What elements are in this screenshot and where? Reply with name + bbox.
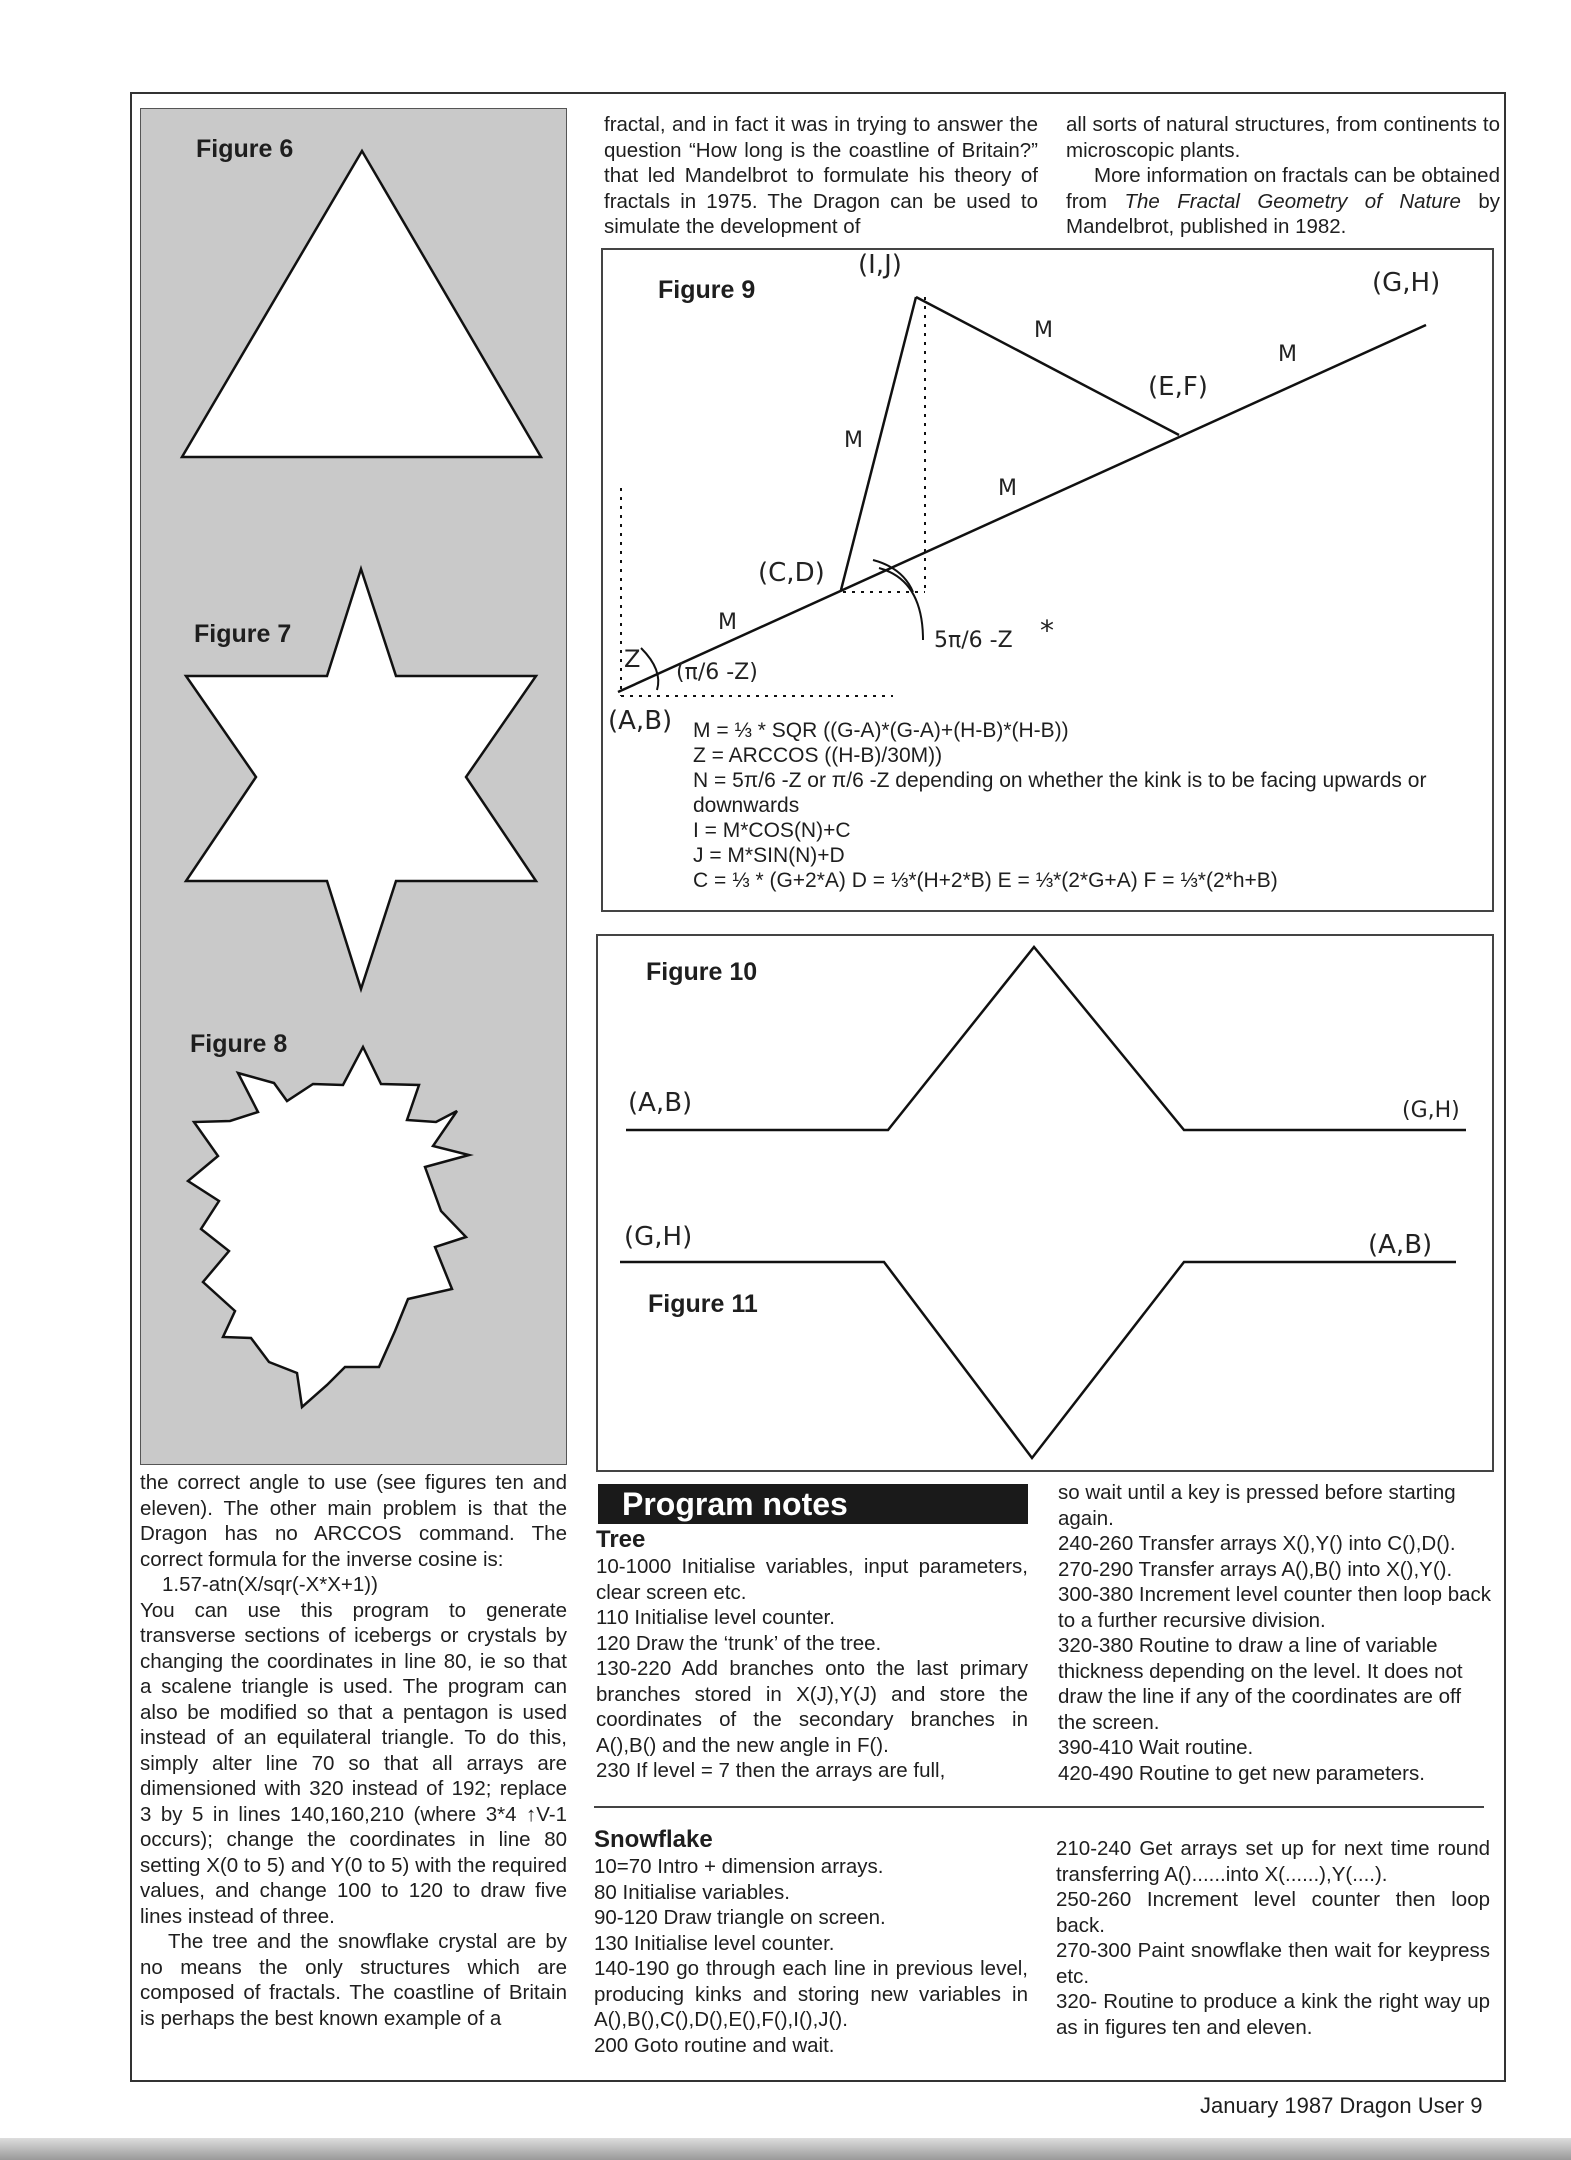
tree-note-10: 320-380 Routine to draw a line of variable thickness depending on the level. It does not draw the line if any of the coordinates are off the screen. [1058, 1634, 1463, 1734]
figure-10-11-box [596, 934, 1494, 1472]
tree-note-7: 240-260 Transfer arrays X(),Y() into C(),D(). [1058, 1532, 1456, 1555]
formula-j: J = M*SIN(N)+D [693, 844, 845, 867]
fig11-label-ab: (A,B) [1368, 1230, 1433, 1260]
tree-note-11: 390-410 Wait routine. [1058, 1736, 1254, 1759]
label-angle-1: (π/6 -Z) [676, 660, 758, 685]
top-middle-text: fractal, and in fact it was in trying to answer the question “How long is the coastline of Britain?” that led Mandelbrot to formulate his theory of fractals in 1975. The Dragon can be used to simulate the development of [604, 113, 1038, 238]
program-notes-banner: Program notes [598, 1484, 1028, 1524]
formula-z: Z = ARCCOS ((H-B)/30M)) [693, 744, 943, 767]
tree-note-8: 270-290 Transfer arrays A(),B() into X(),Y(). [1058, 1557, 1453, 1581]
snow-note-8: 250-260 Increment level counter then loop back. [1056, 1888, 1490, 1937]
label-ij: (I,J) [858, 250, 902, 280]
fig10-label-ab: (A,B) [628, 1088, 693, 1118]
snow-note-4: 130 Initialise level counter. [594, 1931, 835, 1955]
tree-note-2: 110 Initialise level counter. [596, 1606, 835, 1629]
page-footer: January 1987 Dragon User 9 [1200, 2093, 1483, 2118]
snow-note-2: 80 Initialise variables. [594, 1880, 790, 1904]
figure-6-triangle [182, 151, 541, 457]
formula-m: M = ⅓ * SQR ((G-A)*(G-A)+(H-B)*(H-B)) [693, 719, 1069, 742]
figure-10-11-diagram [598, 936, 1492, 1470]
angle-arc-2 [879, 568, 923, 640]
tree-note-5: 230 If level = 7 then the arrays are full, [596, 1759, 946, 1782]
snow-note-3: 90-120 Draw triangle on screen. [594, 1906, 886, 1929]
snowflake-notes-right [1056, 1836, 1490, 2040]
label-m-5: M [718, 610, 737, 635]
figure-9-label: Figure 9 [658, 276, 756, 304]
tree-note-6: so wait until a key is pressed before starting again. [1058, 1481, 1456, 1530]
label-ef: (E,F) [1148, 372, 1208, 402]
snowflake-heading: Snowflake [594, 1826, 713, 1853]
formula-cdef: C = ⅓ * (G+2*A) D = ⅓*(H+2*B) E = ⅓*(2*G+A) F = ⅓*(2*h+B) [693, 869, 1278, 892]
label-z: Z [624, 645, 641, 673]
label-m-4: M [998, 476, 1017, 501]
fig11-label-gh: (G,H) [624, 1222, 693, 1252]
top-right-text [1066, 112, 1500, 240]
tree-note-3: 120 Draw the ‘trunk’ of the tree. [596, 1631, 882, 1655]
figures-6-7-8-drawing [141, 109, 566, 1464]
figure-10-label: Figure 10 [646, 958, 758, 986]
reference-outro: by Mandelbrot, published in 1982. [1066, 189, 1500, 238]
tree-note-4: 130-220 Add branches onto the last primary branches stored in X(J),Y(J) and store the coordinates of the secondary branches in A(),B() and the new angle in F(). [596, 1657, 1028, 1757]
arccos-formula: 1.57-atn(X/sqr(-X*X+1)) [162, 1573, 378, 1596]
snow-note-6: 200 Goto routine and wait. [594, 2033, 835, 2057]
tree-notes-left [596, 1526, 1028, 1784]
figure-6-label: Figure 6 [196, 135, 294, 163]
book-title: The Fractal Geometry of Nature [1124, 189, 1461, 213]
angle-arc-1 [873, 560, 913, 592]
tree-note-12: 420-490 Routine to get new parameters. [1058, 1761, 1425, 1785]
reference-intro: More information on fractals can be obtained from [1066, 164, 1500, 213]
figure-11-label: Figure 11 [648, 1290, 758, 1318]
snowflake-notes-left [594, 1826, 1028, 2058]
label-star: * [1040, 614, 1054, 647]
angle-arc-3 [641, 648, 658, 690]
page-bottom-edge [0, 2138, 1571, 2160]
label-angle-2: 5π/6 -Z [934, 628, 1013, 653]
label-m-2: M [1278, 342, 1297, 367]
label-ab: (A,B) [608, 706, 673, 736]
snow-note-9: 270-300 Paint snowflake then wait for keypress etc. [1056, 1939, 1490, 1988]
tree-note-1: 10-1000 Initialise variables, input parameters, clear screen etc. [596, 1555, 1028, 1604]
snow-note-1: 10=70 Intro + dimension arrays. [594, 1855, 884, 1878]
top-right-paragraph-1: all sorts of natural structures, from continents to microscopic plants. [1066, 113, 1500, 162]
left-column-text [140, 1470, 567, 2031]
tree-notes-right [1058, 1480, 1492, 1786]
figure-7-label: Figure 7 [194, 620, 292, 648]
figure-9-formulas [693, 718, 1493, 893]
left-paragraph-3: The tree and the snowflake crystal are by no means the only structures which are composed of fractals. The coastline of Britain is perhaps the best known example of a [140, 1930, 567, 2030]
snow-note-5: 140-190 go through each line in previous level, producing kinks and storing new variables in A(),B(),C(),D(),E(),F(),I(),J(). [594, 1957, 1028, 2031]
left-paragraph-1: the correct angle to use (see figures ten and eleven). The other main problem is that the Dragon has no ARCCOS command. The correct formula for the inverse cosine is: [140, 1471, 567, 1571]
left-paragraph-2: You can use this program to generate transverse sections of icebergs or crystals by changing the coordinates in line 80, ie so that a scalene triangle is used. The program can also be modified so that a pentagon is used instead of an equilateral triangle. To do this, simply alter line 70 so that all arrays are dimensioned with 320 instead of 192; replace 3 by 5 in lines 140,160,210 (where 3*4 ↑V-1 occurs); change the coordinates in line 80 setting X(0 to 5) and Y(0 to 5) with the required values, and change 100 to 120 to draw five lines instead of three. [140, 1598, 567, 1928]
label-cd: (C,D) [758, 558, 825, 588]
label-gh: (G,H) [1372, 268, 1441, 298]
tree-note-9: 300-380 Increment level counter then loop back to a further recursive division. [1058, 1583, 1492, 1632]
figure-8-label: Figure 8 [190, 1030, 288, 1058]
figures-panel [140, 108, 567, 1465]
figure-8-snowflake [188, 1047, 469, 1407]
formula-n: N = 5π/6 -Z or π/6 -Z depending on whether the kink is to be facing upwards or downwards [693, 769, 1427, 817]
fig10-label-gh: (G,H) [1402, 1098, 1460, 1123]
snow-note-10: 320- Routine to produce a kink the right way up as in figures ten and eleven. [1056, 1990, 1490, 2039]
label-m-3: M [844, 428, 863, 453]
base-line [618, 325, 1426, 692]
top-right-paragraph-2 [1066, 163, 1500, 240]
formula-i: I = M*COS(N)+C [693, 819, 851, 842]
label-m-1: M [1034, 318, 1053, 343]
tree-heading: Tree [596, 1526, 646, 1553]
section-divider [594, 1806, 1484, 1808]
snow-note-7: 210-240 Get arrays set up for next time round transferring A()......into X(......),Y(....). [1056, 1837, 1490, 1886]
